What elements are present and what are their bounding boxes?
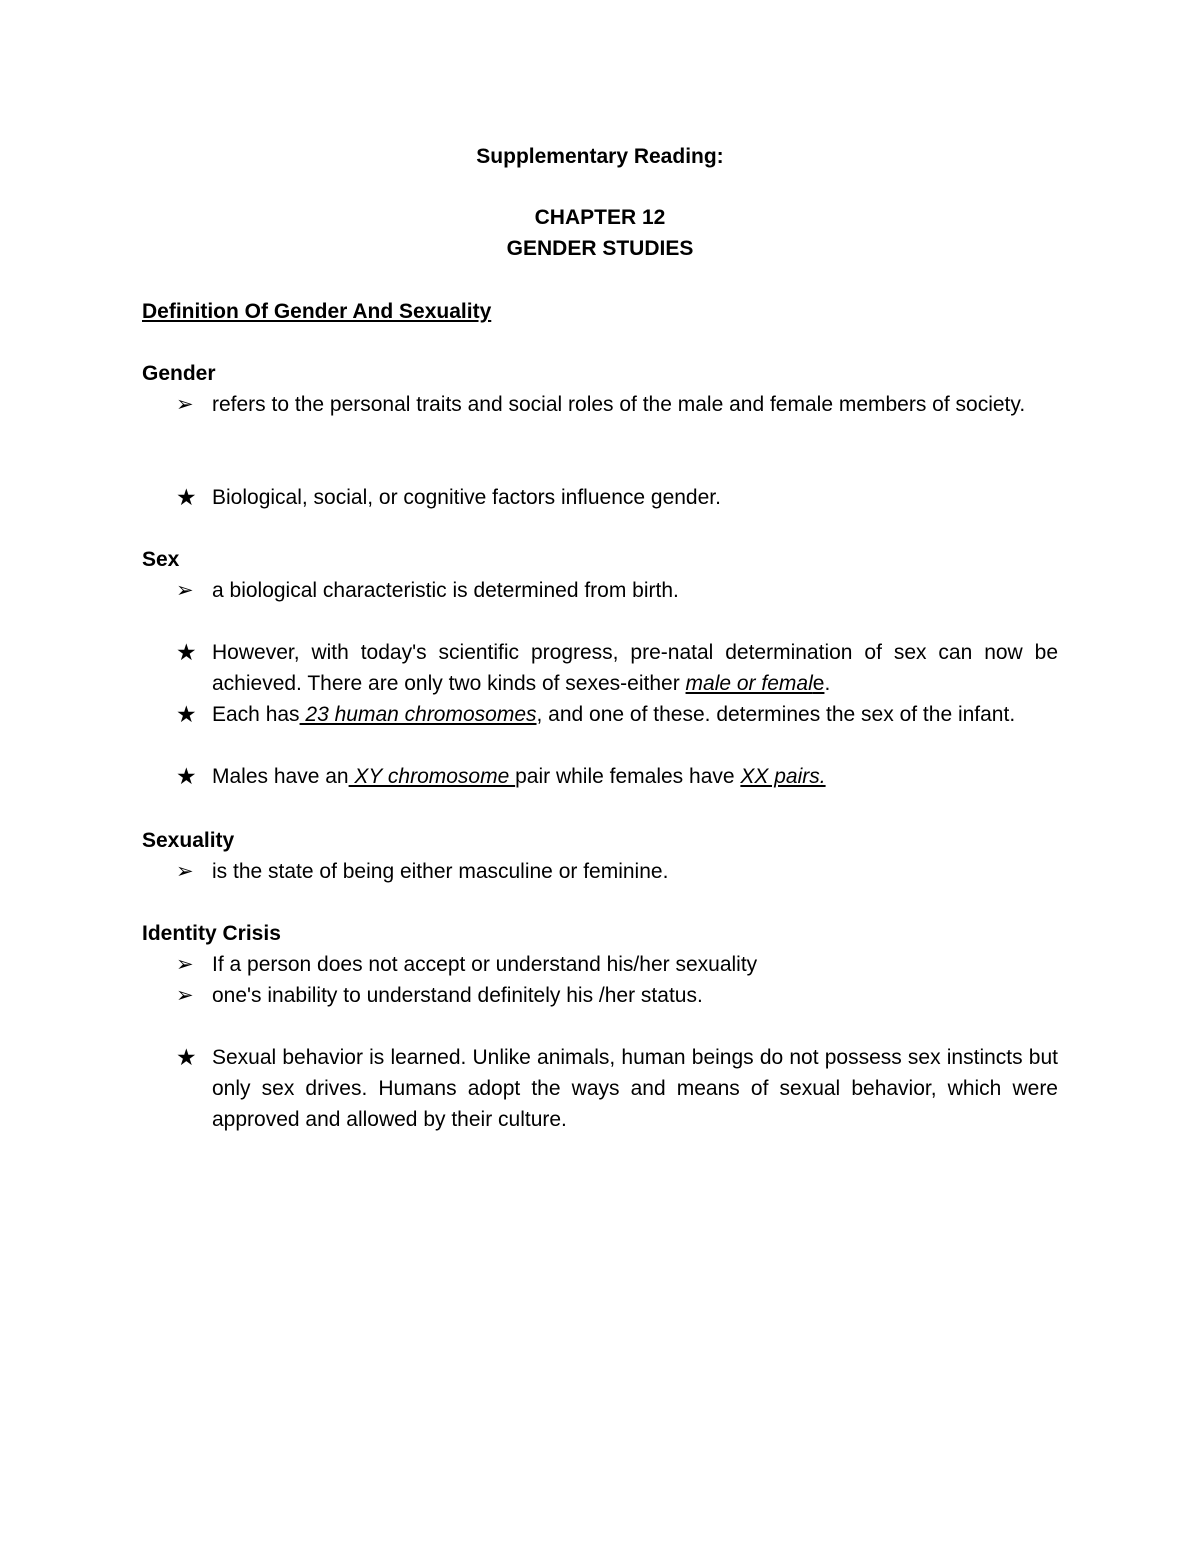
gender-definition-item bbox=[176, 389, 1058, 420]
gender-note-text: Biological, social, or cognitive factors influence gender. bbox=[212, 486, 721, 509]
xy-chromosome-underlined: XY chromosome bbox=[348, 765, 516, 788]
chromosomes-underlined: 23 human chromosomes bbox=[299, 703, 537, 726]
identity-definition-text-1: If a person does not accept or understand his/her sexuality bbox=[212, 953, 758, 976]
star-bullet-icon: ★ bbox=[176, 639, 197, 665]
chapter-title: GENDER STUDIES bbox=[506, 237, 694, 260]
sex-note-progress-text bbox=[212, 637, 1058, 699]
star-bullet-icon: ★ bbox=[176, 484, 197, 510]
identity-definition-item-1 bbox=[176, 949, 1058, 980]
male-or-female-underlined: male or femal bbox=[685, 672, 813, 695]
sex-definition-text: a biological characteristic is determined from birth. bbox=[212, 579, 679, 602]
sex-note-pairs-text bbox=[212, 761, 1058, 792]
sex-definition-item bbox=[176, 575, 1058, 606]
identity-note-item bbox=[176, 1042, 1058, 1135]
star-bullet-icon: ★ bbox=[176, 763, 197, 789]
male-or-female-tail: e bbox=[812, 672, 825, 695]
pairs-part-b: pair while females have bbox=[515, 765, 741, 788]
star-bullet-icon: ★ bbox=[176, 701, 197, 727]
sex-note-progress-item bbox=[176, 637, 1058, 699]
arrow-bullet-icon: ➢ bbox=[176, 953, 194, 976]
sex-note-chromosomes-item bbox=[176, 699, 1058, 730]
identity-definition-item-2 bbox=[176, 980, 1058, 1011]
chromosomes-part-a: Each has bbox=[212, 703, 300, 726]
pairs-part-a: Males have an bbox=[212, 765, 349, 788]
arrow-bullet-icon: ➢ bbox=[176, 579, 194, 602]
sexuality-heading: Sexuality bbox=[142, 829, 235, 852]
supplementary-label: Supplementary Reading: bbox=[476, 145, 724, 168]
section-title bbox=[142, 296, 491, 327]
chapter-number: CHAPTER 12 bbox=[534, 206, 666, 229]
sexuality-definition-item bbox=[176, 856, 1058, 887]
gender-heading: Gender bbox=[142, 362, 216, 385]
arrow-bullet-icon: ➢ bbox=[176, 984, 194, 1007]
gender-definition-text: refers to the personal traits and social roles of the male and female members of society. bbox=[212, 393, 1026, 416]
sex-note-progress-part-a: However, with today's scientific progress, pre-natal determination of sex can now be achieved. There are only two kinds of sexes-either bbox=[212, 641, 1058, 695]
sexuality-definition-text: is the state of being either masculine or feminine. bbox=[212, 860, 669, 883]
identity-note-text: Sexual behavior is learned. Unlike animals, human beings do not possess sex instincts but only sex drives. Humans adopt the ways and means of sexual behavior, which were approved and allowed by their culture. bbox=[212, 1046, 1058, 1131]
sex-note-pairs-item bbox=[176, 761, 1058, 792]
star-bullet-icon: ★ bbox=[176, 1044, 197, 1070]
sex-heading: Sex bbox=[142, 548, 180, 571]
identity-definition-text-2: one's inability to understand definitely his /her status. bbox=[212, 984, 703, 1007]
arrow-bullet-icon: ➢ bbox=[176, 393, 194, 416]
chromosomes-part-b: , and one of these. determines the sex of the infant. bbox=[536, 703, 1016, 726]
identity-crisis-heading: Identity Crisis bbox=[142, 922, 281, 945]
section-title-text: Definition Of Gender And Sexuality bbox=[142, 300, 492, 323]
sex-note-chromosomes-text bbox=[212, 699, 1058, 730]
gender-note-item bbox=[176, 482, 1058, 513]
sex-note-progress-period: . bbox=[824, 672, 831, 695]
arrow-bullet-icon: ➢ bbox=[176, 860, 194, 883]
xx-pairs-underlined: XX pairs. bbox=[740, 765, 826, 788]
